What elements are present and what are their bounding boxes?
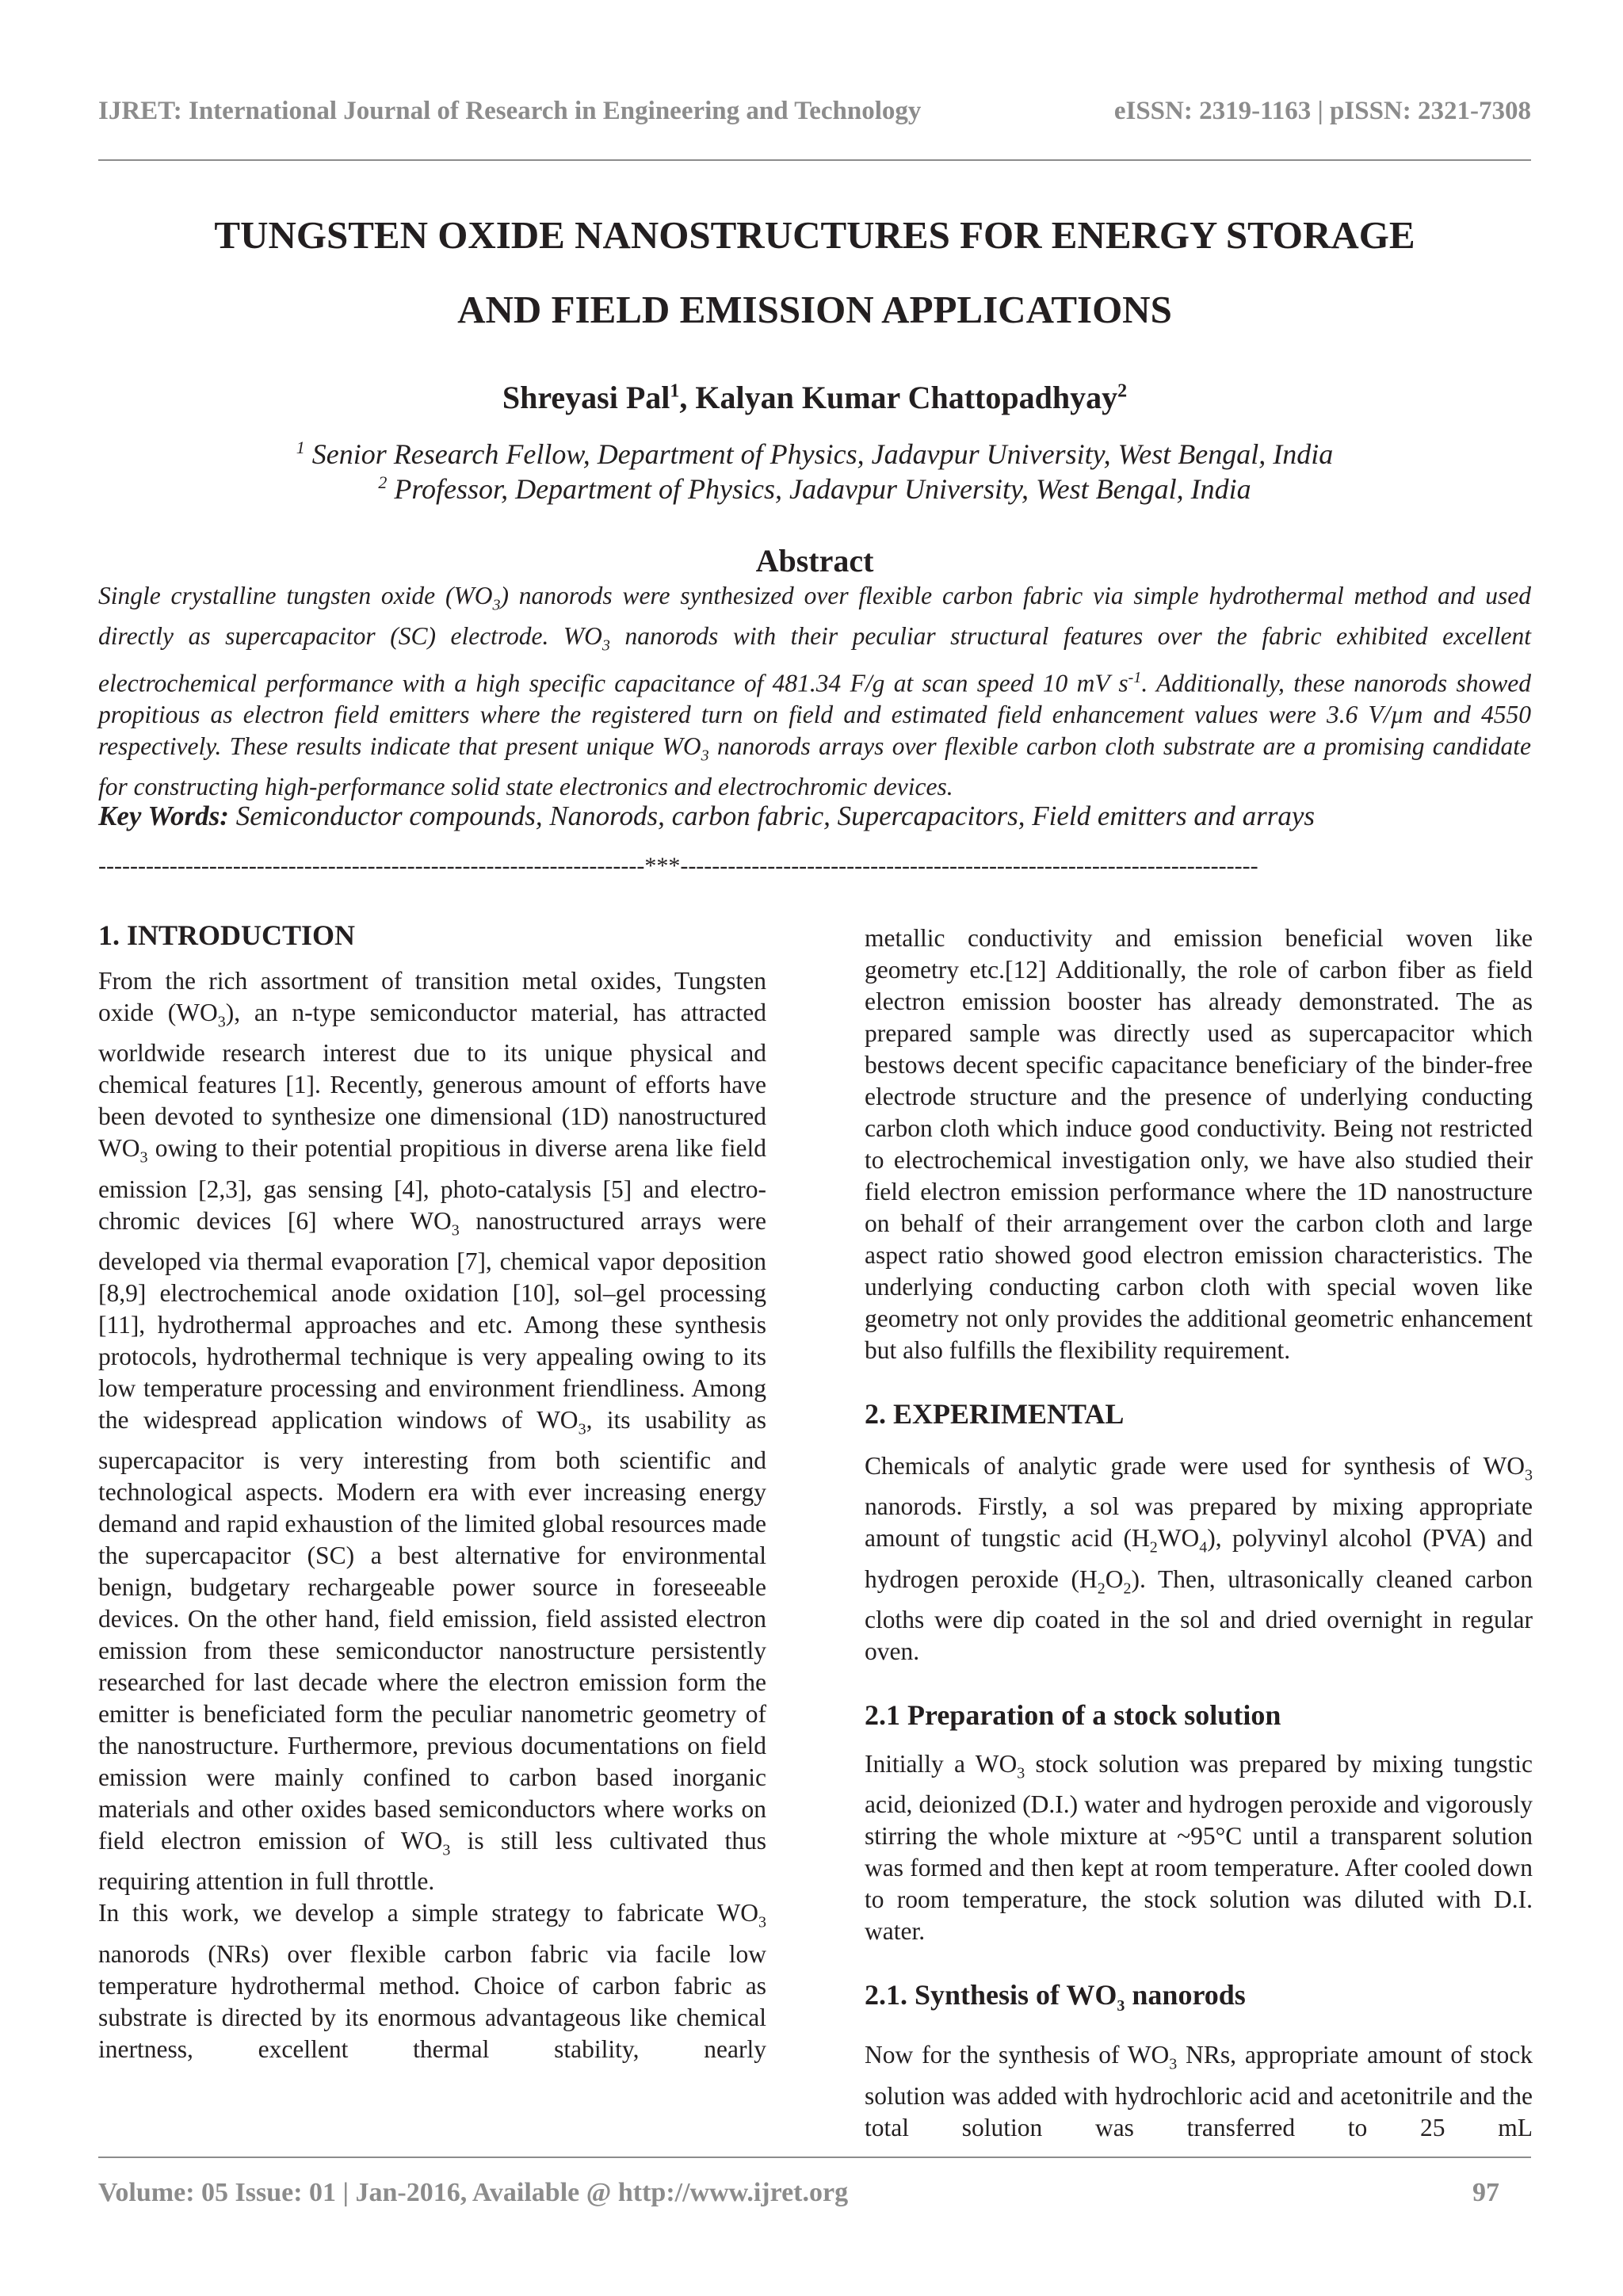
right-column: [865, 923, 1533, 2144]
title-line-1: TUNGSTEN OXIDE NANOSTRUCTURES FOR ENERGY STORAGE: [214, 213, 1415, 257]
synthesis-heading: 2.1. Synthesis of $WO_3$ nanorods: [865, 1979, 1246, 2015]
author-list: [98, 379, 1531, 416]
intro-paragraph-2: In this work, we develop a simple strategy to fabricate $WO_3$ nanorods (NRs) over flexible carbon fabric via facile low temperature hydrothermal method. Choice of carbon fabric as substrate is directed by its enormous advantageous like chemical inertness, excellent thermal stability, nearly: [98, 1899, 766, 2063]
paper-title: [98, 198, 1531, 347]
author-1: Shreyasi Pal: [502, 380, 670, 415]
keywords-label: Key Words:: [98, 800, 229, 831]
affiliation-2: $^2$ Professor, Department of Physics, Jadavpur University, West Bengal, India: [378, 472, 1251, 505]
intro-paragraph-2-cont: metallic conductivity and emission beneficial woven like geometry etc.[12] Additionally, the role of carbon fiber as field electron emission booster has already demonstrated. The as prepared sample was directly used as supercapacitor which bestows decent specific capacitance beneficiary of the binder-free electrode structure and the presence of underlying conducting carbon cloth which induce good conductivity. Being not restricted to electrochemical investigation only, we have also studied their field electron emission performance where the 1D nanostructure on behalf of their arrangement over the carbon cloth and large aspect ratio showed good electron emission characteristics. The underlying conducting carbon cloth with special woven like geometry not only provides the additional geometric enhancement but also fulfills the flexibility requirement.: [865, 924, 1533, 1364]
running-footer: [98, 2178, 1531, 2208]
left-column: [98, 919, 766, 2065]
running-header: [98, 97, 1531, 136]
volume-info: Volume: 05 Issue: 01 | Jan-2016, Available @ http://www.ijret.org: [98, 2178, 849, 2207]
author-2-affil: 2: [1117, 380, 1128, 402]
author-2: Kalyan Kumar Chattopadhyay: [695, 380, 1118, 415]
abstract-heading: Abstract: [755, 543, 874, 579]
experimental-heading: 2. EXPERIMENTAL: [865, 1398, 1125, 1430]
footer-rule: [98, 2157, 1531, 2158]
title-line-2: AND FIELD EMISSION APPLICATIONS: [457, 288, 1172, 331]
experimental-paragraph: Chemicals of analytic grade were used for synthesis of $WO_3$ nanorods. Firstly, a sol was prepared by mixing appropriate amount of tungstic acid $(H_2WO_4)$, polyvinyl alcohol (PVA) and hydrogen peroxide $(H_2O_2)$. Then, ultrasonically cleaned carbon cloths were dip coated in the sol and dried overnight in regular oven.: [865, 1452, 1533, 1665]
affiliation-1: $^1$ Senior Research Fellow, Department of Physics, Jadavpur University, West Bengal, India: [296, 437, 1334, 470]
section-separator: ---------------------------------------------------------------------***-------------------------------------------------------------------------: [98, 853, 1258, 879]
stock-solution-heading: 2.1 Preparation of a stock solution: [865, 1698, 1281, 1731]
author-1-affil: 1: [670, 380, 680, 402]
journal-name: IJRET: International Journal of Research in Engineering and Technology: [98, 97, 922, 125]
stock-solution-paragraph: Initially a $WO_3$ stock solution was prepared by mixing tungstic acid, deionized (D.I.) water and hydrogen peroxide and vigorously stirring the whole mixture at ~95°C until a transparent solution was formed and then kept at room temperature. After cooled down to room temperature, the stock solution was diluted with D.I. water.: [865, 1749, 1533, 1946]
issn: eISSN: 2319-1163 | pISSN: 2321-7308: [1113, 97, 1531, 125]
page-number: 97: [1472, 2178, 1499, 2207]
abstract-text: Single crystalline tungsten oxide $(WO_3)$ nanorods were synthesized over flexible carbon fabric via simple hydrothermal method and used directly as supercapacitor (SC) electrode. $WO_3$ nanorods with their peculiar structural features over the fabric exhibited excellent electrochemical performance with a high specific capacitance of 481.34 F/g at scan speed 10 mV $s^{-1}$. Additionally, these nanorods showed propitious as electron field emitters where the registered turn on field and estimated field enhancement values were 3.6 V/µm and 4550 respectively. These results indicate that present unique $WO_3$ nanorods arrays over flexible carbon cloth substrate are a promising candidate for constructing high-performance solid state electronics and electrochromic devices.: [98, 582, 1532, 801]
intro-heading: 1. INTRODUCTION: [98, 919, 356, 951]
keywords: [98, 800, 1531, 832]
author-separator: ,: [679, 380, 696, 415]
keywords-text: Semiconductor compounds, Nanorods, carbon fabric, Supercapacitors, Field emitters and arrays: [228, 800, 1316, 831]
intro-paragraph-1: From the rich assortment of transition metal oxides, Tungsten oxide $(WO_3)$, an n-type semiconductor material, has attracted worldwide research interest due to its unique physical and chemical features [1]. Recently, generous amount of efforts have been devoted to synthesize one dimensional (1D) nanostructured $WO_3$ owing to their potential propitious in diverse arena like field emission [2,3], gas sensing [4], photo-catalysis [5] and electro-chromic devices [6] where $WO_3$ nanostructured arrays were developed via thermal evaporation [7], chemical vapor deposition [8,9] electrochemical anode oxidation [10], sol–gel processing [11], hydrothermal approaches and etc. Among these synthesis protocols, hydrothermal technique is very appealing owing to its low temperature processing and environment friendliness. Among the widespread application windows of $WO_3$, its usability as supercapacitor is very interesting from both scientific and technological aspects. Modern era with ever increasing energy demand and rapid exhaustion of the limited global resources made the supercapacitor (SC) a best alternative for environmental benign, budgetary rechargeable power source in foreseeable devices. On the other hand, field emission, field assisted electron emission from these semiconductor nanostructure persistently researched for last decade where the electron emission form the emitter is beneficiated form the peculiar nanometric geometry of the nanostructure. Furthermore, previous documentations on field emission were mainly confined to carbon based inorganic materials and other oxides based semiconductors where works on field electron emission of $WO_3$ is still less cultivated thus requiring attention in full throttle.: [98, 967, 767, 1896]
synthesis-paragraph: Now for the synthesis of $WO_3$ NRs, appropriate amount of stock solution was added with hydrochloric acid and acetonitrile and the total solution was transferred to 25 mL: [865, 2041, 1533, 2141]
header-rule: [98, 159, 1531, 161]
